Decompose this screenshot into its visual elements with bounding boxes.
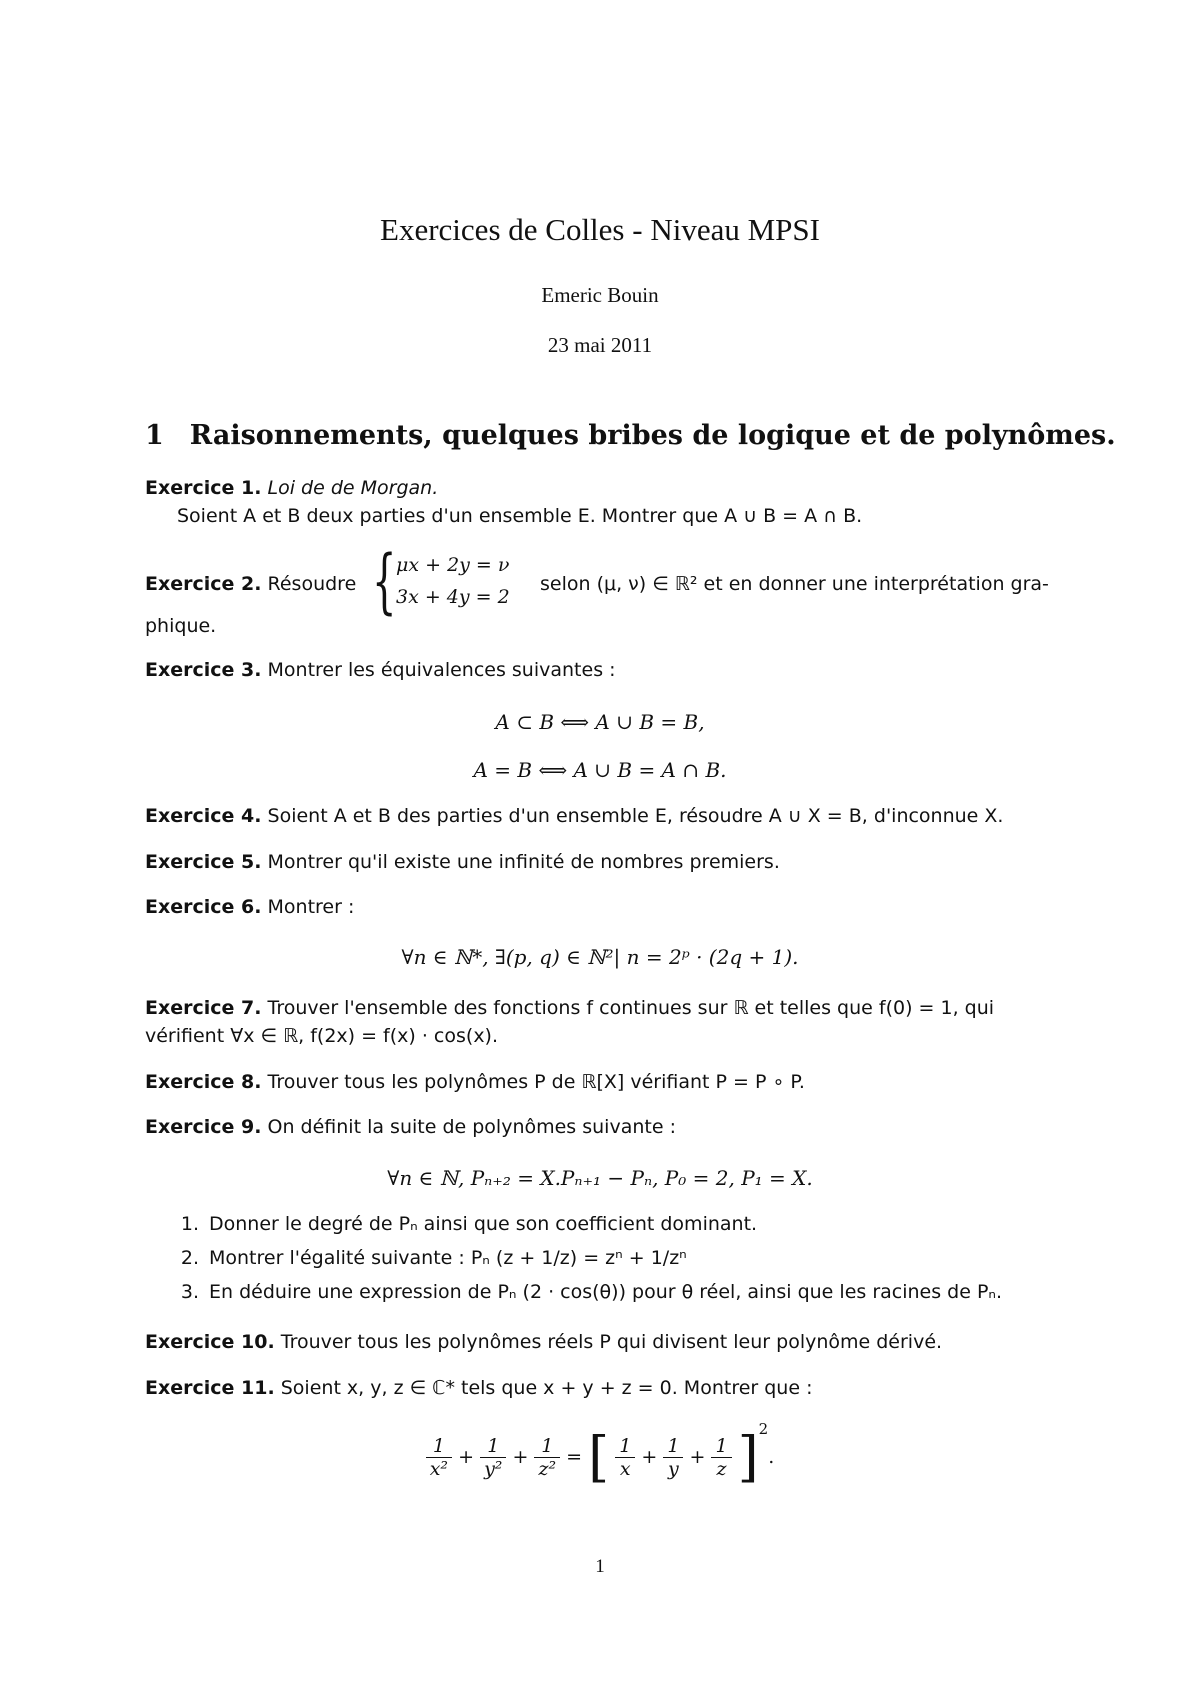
exercise-10-line — [145, 1330, 1065, 1354]
exercise-9-line — [145, 1115, 1065, 1139]
exercise-4-label: Exercice 4. — [145, 805, 262, 827]
fraction: $\frac{1}{\text{y²}}$ — [480, 1435, 506, 1480]
list-item: 3. En déduire une expression de Pₙ (2 · cos(θ)) pour θ réel, ainsi que les racines de Pₙ. — [180, 1281, 1003, 1303]
system-equation-2: 3x + 4y = 2 — [396, 586, 510, 608]
exercise-4-text: Soient A et B des parties d'un ensemble E, résoudre A ∪ X = B, d'inconnue X. — [267, 805, 1004, 827]
exercise-1-title: Loi de de Morgan. — [267, 477, 439, 499]
exercise-8-label: Exercice 8. — [145, 1071, 262, 1093]
exercise-3-equation-1: A ⊂ B ⟺ A ∪ B = B, — [495, 710, 705, 734]
exercise-3-equation-2: A = B ⟺ A ∪ B = A ∩ B. — [473, 758, 727, 782]
left-bracket: [ — [588, 1425, 610, 1489]
exercise-3-label: Exercice 3. — [145, 659, 262, 681]
exercise-9-label: Exercice 9. — [145, 1116, 262, 1138]
fraction: $\frac{1}{z}$ — [711, 1435, 731, 1480]
exercise-11-text: Soient x, y, z ∈ ℂ* tels que x + y + z = 0. Montrer que : — [280, 1377, 813, 1399]
exercise-11-line — [145, 1376, 1065, 1400]
exercise-6-line — [145, 895, 1065, 919]
exercise-5-label: Exercice 5. — [145, 851, 262, 873]
exercise-7-line — [145, 996, 1065, 1020]
exercise-1-header — [145, 476, 1065, 500]
exercise-7-text-1: Trouver l'ensemble des fonctions f continues sur ℝ et telles que f(0) = 1, qui — [267, 997, 995, 1019]
section-number: 1 — [145, 420, 164, 451]
exercise-2-text-a: Résoudre — [267, 573, 357, 595]
exercise-1-text: Soient A et B deux parties d'un ensemble E. Montrer que A ∪ B = A ∩ B. — [177, 505, 863, 527]
page-number: 1 — [595, 1556, 605, 1577]
exercise-6-equation: ∀n ∈ ℕ*, ∃(p, q) ∈ ℕ²| n = 2ᵖ · (2q + 1). — [401, 945, 799, 969]
exercise-7-text-2: vérifient ∀x ∈ ℝ, f(2x) = f(x) · cos(x). — [145, 1025, 499, 1047]
fraction: $\frac{1}{\text{z²}}$ — [534, 1435, 560, 1480]
exercise-3-text: Montrer les équivalences suivantes : — [267, 659, 616, 681]
exercise-7-label: Exercice 7. — [145, 997, 262, 1019]
exercise-11-formula: $\frac{1}{\text{x²}}$ + $\frac{1}{\text{y²}}$ + $\frac{1}{\text{z²}}$ = [ $\frac{1}{x}$ + $\frac{1}{y}$ + $\frac{1}{z}$ ]$^2$. — [0, 1420, 1200, 1489]
exercise-6-text: Montrer : — [267, 896, 355, 918]
exercise-2-text-c: phique. — [145, 615, 217, 637]
exercise-3-line — [145, 658, 1065, 682]
exercise-8-line — [145, 1070, 1065, 1094]
exercise-9-text: On définit la suite de polynômes suivante : — [267, 1116, 676, 1138]
exercise-4-line — [145, 804, 1065, 828]
fraction: $\frac{1}{y}$ — [663, 1435, 683, 1480]
right-bracket: ] — [737, 1425, 759, 1489]
document-date: 23 mai 2011 — [547, 333, 653, 357]
document-title: Exercices de Colles - Niveau MPSI — [380, 212, 820, 247]
exercise-2-text-b: selon (μ, ν) ∈ ℝ² et en donner une interprétation gra- — [540, 573, 1049, 595]
exercise-2-system — [372, 540, 532, 622]
exercise-10-text: Trouver tous les polynômes réels P qui divisent leur polynôme dérivé. — [280, 1331, 943, 1353]
section-heading — [145, 420, 1116, 451]
exercise-5-line — [145, 850, 1065, 874]
left-brace: { — [372, 540, 397, 622]
fraction: $\frac{1}{x}$ — [615, 1435, 635, 1480]
exercise-10-label: Exercice 10. — [145, 1331, 275, 1353]
document-author: Emeric Bouin — [541, 283, 659, 307]
exercise-2-label: Exercice 2. — [145, 573, 262, 595]
list-item: 1. Donner le degré de Pₙ ainsi que son coefficient dominant. — [180, 1213, 758, 1235]
exercise-8-text: Trouver tous les polynômes P de ℝ[X] vérifiant P = P ∘ P. — [267, 1071, 805, 1093]
section-title: Raisonnements, quelques bribes de logique et de polynômes. — [189, 420, 1116, 451]
exercise-9-equation: ∀n ∈ ℕ, Pₙ₊₂ = X.Pₙ₊₁ − Pₙ, P₀ = 2, P₁ = X. — [387, 1166, 813, 1190]
exercise-6-label: Exercice 6. — [145, 896, 262, 918]
system-equation-1: μx + 2y = ν — [396, 554, 510, 576]
list-item: 2. Montrer l'égalité suivante : Pₙ (z + 1/z) = zⁿ + 1/zⁿ — [180, 1247, 687, 1269]
exercise-1-label: Exercice 1. — [145, 477, 262, 499]
exercise-11-label: Exercice 11. — [145, 1377, 275, 1399]
fraction: $\frac{1}{\text{x²}}$ — [426, 1435, 452, 1480]
exercise-5-text: Montrer qu'il existe une infinité de nombres premiers. — [267, 851, 780, 873]
